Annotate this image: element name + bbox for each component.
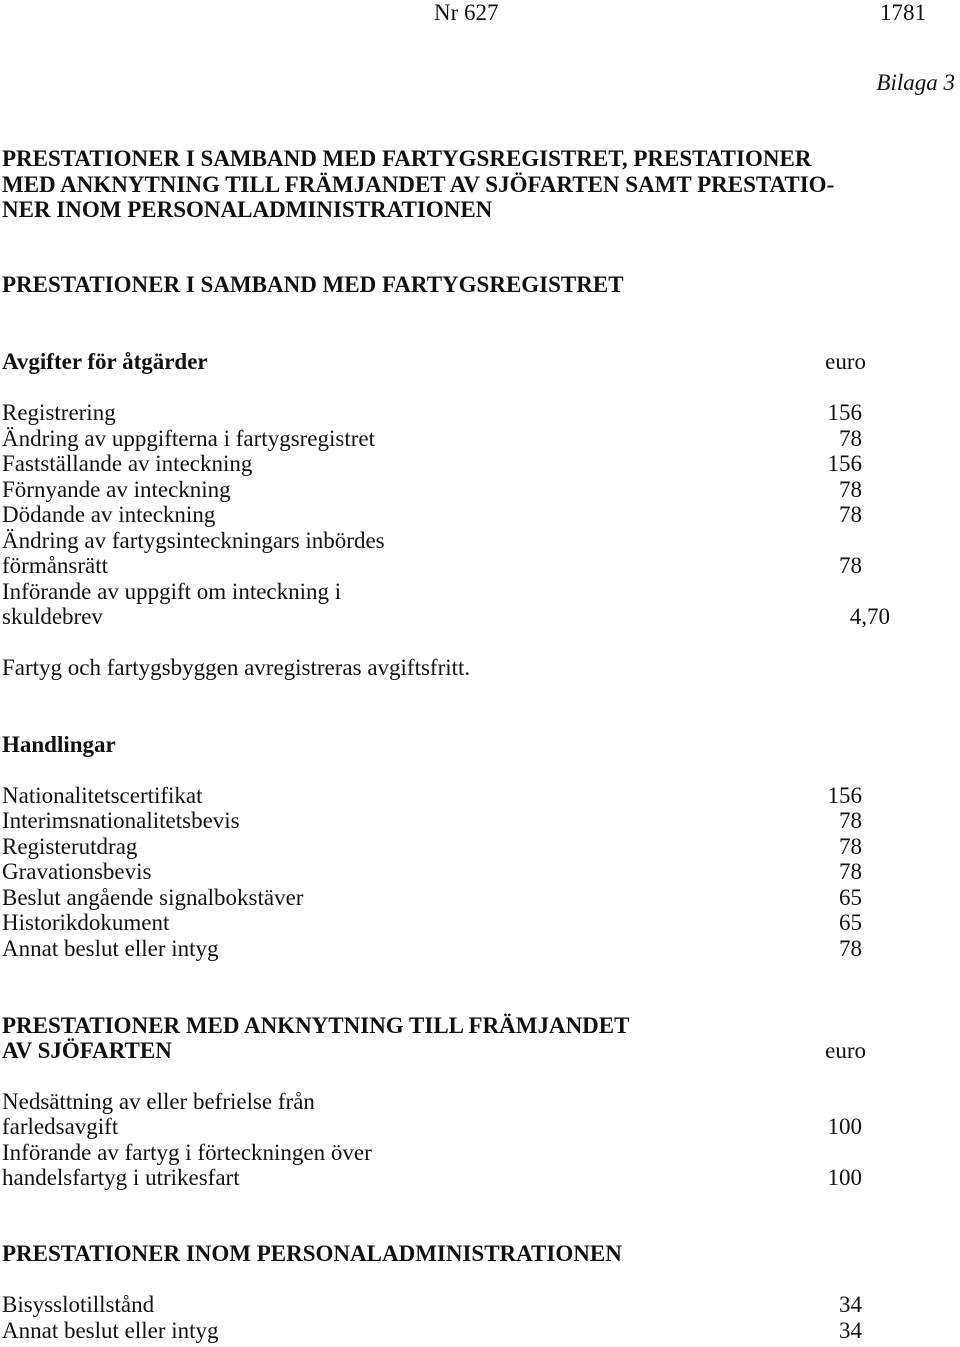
fee-label: handelsfartyg i utrikesfart: [2, 1165, 240, 1190]
fee-row: [2, 1292, 862, 1318]
fee-row: [2, 859, 862, 885]
fee-label: Ändring av uppgifterna i fartygsregistret: [2, 426, 375, 451]
unit-label: euro: [825, 1038, 866, 1063]
fee-label: skuldebrev: [2, 604, 103, 629]
fee-label: Nedsättning av eller befrielse från: [2, 1089, 315, 1114]
fee-row-label-line-1: [2, 1140, 862, 1166]
fee-value: 156: [827, 451, 862, 476]
fee-row: [2, 834, 862, 860]
fee-value: 78: [839, 426, 862, 451]
fee-row-label-line-1: [2, 1089, 862, 1115]
fee-row: [2, 1318, 862, 1344]
section-title-fartygsregistret: PRESTATIONER I SAMBAND MED FARTYGSREGISTRET: [2, 272, 624, 297]
fee-row: [2, 1114, 862, 1140]
fee-value: 78: [839, 477, 862, 502]
fee-label: Nationalitetscertifikat: [2, 783, 203, 808]
fee-row-label-line-1: [2, 528, 862, 554]
fee-label: Dödande av inteckning: [2, 502, 216, 527]
fee-label: Annat beslut eller intyg: [2, 936, 219, 961]
fee-row: [2, 783, 862, 809]
fee-label: farledsavgift: [2, 1114, 119, 1139]
fee-label: Införande av uppgift om inteckning i: [2, 579, 342, 604]
subsection-heading: Avgifter för åtgärder: [2, 349, 208, 374]
appendix-label: Bilaga 3: [876, 70, 955, 95]
fee-label: Gravationsbevis: [2, 859, 152, 884]
fee-value: 65: [839, 885, 862, 910]
note-text: Fartyg och fartygsbyggen avregistreras avgiftsfritt.: [2, 655, 471, 680]
fee-label: förmånsrätt: [2, 553, 109, 578]
fee-label: Registerutdrag: [2, 834, 138, 859]
fee-label: Historikdokument: [2, 910, 170, 935]
fee-row: [2, 502, 862, 528]
main-title-line-2: MED ANKNYTNING TILL FRÄMJANDET AV SJÖFARTEN SAMT PRESTATIO-: [2, 172, 835, 197]
main-title-line-3: NER INOM PERSONALADMINISTRATIONEN: [2, 197, 493, 222]
fee-row: [2, 426, 862, 452]
fee-row: [2, 400, 862, 426]
fee-row: [2, 604, 890, 630]
fee-value: 156: [827, 783, 862, 808]
section-title-personaladministrationen: PRESTATIONER INOM PERSONALADMINISTRATIONEN: [2, 1241, 622, 1266]
fee-value: 100: [827, 1114, 862, 1139]
fee-value: 34: [839, 1318, 862, 1343]
fee-row: [2, 808, 862, 834]
fee-label: Beslut angående signalbokstäver: [2, 885, 304, 910]
fee-row: [2, 885, 862, 911]
section-title-row: [2, 1038, 866, 1064]
fee-value: 4,70: [849, 604, 890, 629]
fee-label: Fastställande av inteckning: [2, 451, 253, 476]
fee-value: 34: [839, 1292, 862, 1317]
fee-row: [2, 477, 862, 503]
fee-value: 78: [839, 859, 862, 884]
fee-value: 78: [839, 834, 862, 859]
fee-row: [2, 1165, 862, 1191]
fee-label: Ändring av fartygsinteckningars inbördes: [2, 528, 385, 553]
fee-value: 78: [839, 553, 862, 578]
fee-value: 78: [839, 936, 862, 961]
fee-label: Förnyande av inteckning: [2, 477, 231, 502]
page-number-right: 1781: [880, 0, 926, 25]
subsection-heading-documents: Handlingar: [2, 732, 116, 757]
main-title-line-1: PRESTATIONER I SAMBAND MED FARTYGSREGISTRET, PRESTATIONER: [2, 146, 812, 171]
fee-label: Interimsnationalitetsbevis: [2, 808, 240, 833]
subsection-header-actions: [2, 349, 866, 375]
fee-label: Annat beslut eller intyg: [2, 1318, 219, 1343]
fee-label: Registrering: [2, 400, 116, 425]
fee-row: [2, 936, 862, 962]
section-title-line-1: PRESTATIONER MED ANKNYTNING TILL FRÄMJANDET: [2, 1013, 630, 1038]
fee-value: 78: [839, 502, 862, 527]
fee-row: [2, 451, 862, 477]
fee-row-label-line-1: [2, 579, 862, 605]
fee-label: Bisysslotillstånd: [2, 1292, 155, 1317]
fee-label: Införande av fartyg i förteckningen över: [2, 1140, 372, 1165]
fee-value: 156: [827, 400, 862, 425]
fee-row: [2, 910, 862, 936]
page-number-left: Nr 627: [434, 0, 499, 25]
unit-label: euro: [825, 349, 866, 374]
fee-value: 65: [839, 910, 862, 935]
fee-value: 100: [827, 1165, 862, 1190]
section-title-line-2: AV SJÖFARTEN: [2, 1038, 172, 1063]
fee-value: 78: [839, 808, 862, 833]
fee-row: [2, 553, 862, 579]
